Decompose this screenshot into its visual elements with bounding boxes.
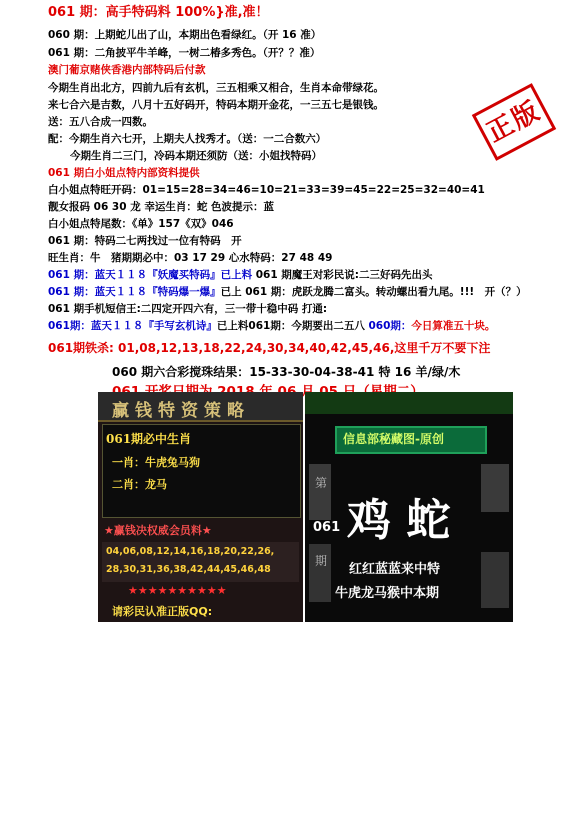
text-line: 061 期手机短信王:二四定开四六有，三一带十稳中码 打通: [48,303,328,315]
text-line: 配：今期生肖六七开，上期夫人找秀才。（送：一二合数六） [48,133,327,145]
text-line: 061 期：特码二七两找过一位有特码 开 [48,235,242,247]
text-link-blue: 061 期：蓝天１１８『妖魔买特码』已上料 [48,269,253,281]
text-span: 061 期魔王对彩民说:二三好码先出头 [252,269,433,281]
panel-text: 牛虎龙马猴中本期 [335,586,440,601]
right-figure [481,552,509,608]
text-link-blue: 061期：蓝天１１８『手写玄机诗』 [48,320,217,332]
text-line: 今期生肖二三门，冷码本期还须防（送：小姐找特码） [70,150,322,162]
zodiac-big-text: 鸡 蛇 [347,495,451,546]
panel-numbers: 28,30,31,36,38,42,44,45,46,48 [106,564,271,575]
panel-text: 红红蓝蓝来中特 [349,562,441,577]
text-line: 白小姐点特尾数：《单》157《双》046 [48,218,234,230]
result-line: 060 期六合彩搅珠结果：15-33-30-04-38-41 特 16 羊/绿/木 [112,365,461,379]
panel-numbers: 04,06,08,12,14,16,18,20,22,26, [106,546,275,557]
section-heading: 061 期白小姐点特内部资料提供 [48,167,200,179]
panel-heading: 061期必中生肖 [106,432,192,446]
text-span: 今日算准五十块。 [411,320,496,332]
text-line: 060 期：上期蛇儿出了山，本期出色看绿红。（开 16 准） [48,29,322,41]
text-span: 已上料061期：今期要出二五八 [216,320,365,332]
authentic-stamp: 正版 [472,83,556,161]
text-span: 已上 061 期：虎跃龙腾二富头。转动螺出看九尾。!!! 开（？） [220,286,527,298]
panel-text: 二肖：龙马 [112,478,167,491]
text-line: 061 期：二角披平牛羊峰，一树二椿多秀色。（开？？准） [48,47,321,59]
text-line: 靓女报码 06 30 龙 幸运生肖：蛇 色波提示：蓝 [48,201,275,213]
kill-numbers-line: 061期铁杀: 01,08,12,13,18,22,24,30,34,40,42,45,46,这里千万不要下注 [48,341,491,355]
right-promo-image [305,392,513,622]
right-figure [481,464,509,512]
period-number: 061 [313,520,341,535]
text-line [48,287,527,298]
panel-footer: 请彩民认准正版QQ: [112,605,213,618]
page-title: 061 期：高手特码料 100%}准,准！ [48,5,269,20]
text-line: 来七合六是吉数，八月十五好码开，特码本期开金花，一三五七是银钱。 [48,99,384,111]
left-figure [309,464,331,520]
side-char: 期 [315,554,328,568]
panel-stars: ★★★★★★★★★★ [128,584,227,597]
left-promo-image [98,392,303,622]
section-heading: 澳门葡京赌侠香港内部特码后付款 [48,64,206,76]
text-line [48,270,433,281]
panel-text: 一肖：牛虎兔马狗 [112,456,200,469]
panel-banner-text: 赢钱特资策略 [112,401,250,421]
text-line: 白小姐点特旺开码：01=15=28=34=46=10=21=33=39=45=22=25=32=40=41 [48,184,485,196]
text-line: 送：五八合成一四数。 [48,116,153,128]
text-line: 今期生肖出北方，四前九后有玄机，三五相乘又相合，生肖本命带绿花。 [48,82,384,94]
panel-banner-text: 信息部秘藏图-原创 [343,432,444,446]
flower-border [305,392,513,414]
text-line: 旺生肖：牛 猪期期必中：03 17 29 心水特码：27 48 49 [48,252,333,264]
text-link-blue: 061 期：蓝天１１８『特码爆一爆』 [48,286,221,298]
side-char: 第 [315,476,328,490]
text-span: 060期： [364,320,412,332]
panel-member: ★赢钱决权威会员料★ [104,524,212,537]
text-line [48,321,495,332]
